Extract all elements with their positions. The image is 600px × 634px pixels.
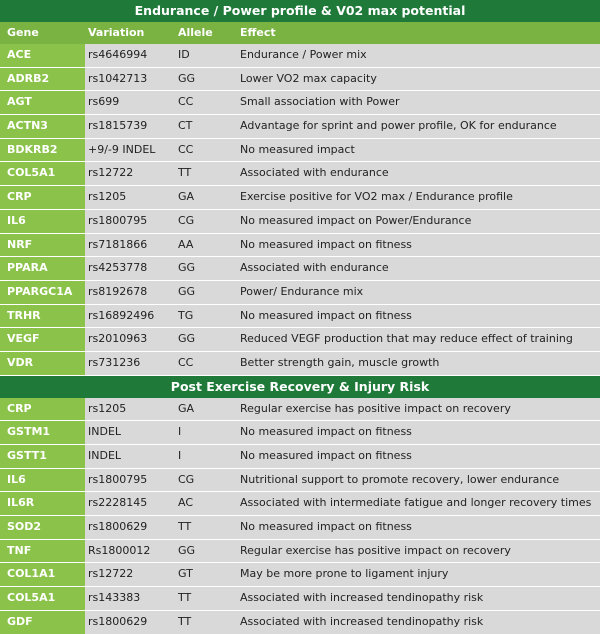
- effect-cell: Better strength gain, muscle growth: [236, 352, 600, 375]
- effect-cell: Regular exercise has positive impact on recovery: [236, 540, 600, 563]
- allele-cell: AC: [175, 492, 236, 515]
- allele-cell: CG: [175, 210, 236, 233]
- gene-cell: CRP: [0, 186, 85, 209]
- allele-cell: I: [175, 445, 236, 468]
- allele-cell: ID: [175, 44, 236, 67]
- gene-cell: GDF: [0, 611, 85, 634]
- variation-cell: +9/-9 INDEL: [85, 139, 175, 162]
- effect-cell: Associated with intermediate fatigue and longer recovery times: [236, 492, 600, 515]
- variation-cell: rs2010963: [85, 328, 175, 351]
- effect-cell: No measured impact on fitness: [236, 445, 600, 468]
- table-row: [0, 351, 600, 375]
- allele-cell: CC: [175, 91, 236, 114]
- effect-cell: Endurance / Power mix: [236, 44, 600, 67]
- gene-cell: COL5A1: [0, 587, 85, 610]
- table-row: [0, 256, 600, 280]
- variation-cell: rs12722: [85, 162, 175, 185]
- table-row: [0, 562, 600, 586]
- header-variation: Variation: [88, 26, 145, 39]
- gene-cell: CRP: [0, 398, 85, 421]
- gene-cell: IL6R: [0, 492, 85, 515]
- gene-cell: VDR: [0, 352, 85, 375]
- allele-cell: CT: [175, 115, 236, 138]
- allele-cell: GG: [175, 540, 236, 563]
- table-row: [0, 209, 600, 233]
- effect-cell: Small association with Power: [236, 91, 600, 114]
- table-row: [0, 586, 600, 610]
- table-row: [0, 398, 600, 421]
- gene-cell: COL1A1: [0, 563, 85, 586]
- effect-cell: Power/ Endurance mix: [236, 281, 600, 304]
- gene-cell: GSTM1: [0, 421, 85, 444]
- gene-cell: IL6: [0, 469, 85, 492]
- variation-cell: rs731236: [85, 352, 175, 375]
- gene-cell: AGT: [0, 91, 85, 114]
- table-row: [0, 515, 600, 539]
- table-row: [0, 539, 600, 563]
- table-row: [0, 304, 600, 328]
- effect-cell: No measured impact on fitness: [236, 516, 600, 539]
- gene-cell: VEGF: [0, 328, 85, 351]
- allele-cell: I: [175, 421, 236, 444]
- allele-cell: GA: [175, 186, 236, 209]
- table-row: [0, 44, 600, 67]
- allele-cell: CG: [175, 469, 236, 492]
- allele-cell: GG: [175, 257, 236, 280]
- effect-cell: May be more prone to ligament injury: [236, 563, 600, 586]
- gene-cell: ADRB2: [0, 68, 85, 91]
- table-row: [0, 327, 600, 351]
- gene-cell: SOD2: [0, 516, 85, 539]
- table-row: [0, 90, 600, 114]
- table-header: [0, 22, 600, 44]
- variation-cell: rs143383: [85, 587, 175, 610]
- allele-cell: AA: [175, 234, 236, 257]
- variation-cell: INDEL: [85, 421, 175, 444]
- effect-cell: No measured impact on Power/Endurance: [236, 210, 600, 233]
- effect-cell: Advantage for sprint and power profile, OK for endurance: [236, 115, 600, 138]
- variation-cell: rs4646994: [85, 44, 175, 67]
- variation-cell: rs4253778: [85, 257, 175, 280]
- variation-cell: rs7181866: [85, 234, 175, 257]
- table-row: [0, 610, 600, 634]
- variation-cell: INDEL: [85, 445, 175, 468]
- variation-cell: rs1205: [85, 186, 175, 209]
- header-gene: Gene: [7, 26, 39, 39]
- gene-cell: BDKRB2: [0, 139, 85, 162]
- gene-cell: PPARGC1A: [0, 281, 85, 304]
- allele-cell: TT: [175, 611, 236, 634]
- effect-cell: Lower VO2 max capacity: [236, 68, 600, 91]
- table-row: [0, 468, 600, 492]
- effect-cell: Associated with increased tendinopathy risk: [236, 587, 600, 610]
- gene-cell: IL6: [0, 210, 85, 233]
- gene-cell: TRHR: [0, 305, 85, 328]
- table-row: [0, 233, 600, 257]
- effect-cell: Associated with endurance: [236, 257, 600, 280]
- table-row: [0, 161, 600, 185]
- effect-cell: No measured impact: [236, 139, 600, 162]
- effect-cell: Exercise positive for VO2 max / Endurance profile: [236, 186, 600, 209]
- variation-cell: rs1800629: [85, 611, 175, 634]
- section-title-endurance: Endurance / Power profile & V02 max potential: [0, 0, 600, 22]
- variation-cell: rs8192678: [85, 281, 175, 304]
- variation-cell: rs1800795: [85, 469, 175, 492]
- variation-cell: rs1800795: [85, 210, 175, 233]
- allele-cell: GG: [175, 328, 236, 351]
- gene-cell: PPARA: [0, 257, 85, 280]
- gene-cell: NRF: [0, 234, 85, 257]
- variation-cell: rs1042713: [85, 68, 175, 91]
- table-row: [0, 114, 600, 138]
- allele-cell: CC: [175, 139, 236, 162]
- variation-cell: rs1800629: [85, 516, 175, 539]
- allele-cell: CC: [175, 352, 236, 375]
- variation-cell: rs699: [85, 91, 175, 114]
- table-row: [0, 491, 600, 515]
- variation-cell: rs16892496: [85, 305, 175, 328]
- gene-cell: TNF: [0, 540, 85, 563]
- table-row: [0, 280, 600, 304]
- effect-cell: Associated with increased tendinopathy risk: [236, 611, 600, 634]
- header-effect: Effect: [240, 26, 276, 39]
- variation-cell: rs12722: [85, 563, 175, 586]
- effect-cell: Reduced VEGF production that may reduce effect of training: [236, 328, 600, 351]
- gene-cell: GSTT1: [0, 445, 85, 468]
- gene-cell: COL5A1: [0, 162, 85, 185]
- allele-cell: TT: [175, 516, 236, 539]
- effect-cell: Nutritional support to promote recovery, lower endurance: [236, 469, 600, 492]
- recovery-rows: [0, 398, 600, 634]
- gene-cell: ACTN3: [0, 115, 85, 138]
- effect-cell: Regular exercise has positive impact on recovery: [236, 398, 600, 421]
- allele-cell: GG: [175, 68, 236, 91]
- endurance-rows: [0, 44, 600, 375]
- effect-cell: Associated with endurance: [236, 162, 600, 185]
- effect-cell: No measured impact on fitness: [236, 305, 600, 328]
- table-row: [0, 138, 600, 162]
- allele-cell: GA: [175, 398, 236, 421]
- variation-cell: rs1205: [85, 398, 175, 421]
- gene-cell: ACE: [0, 44, 85, 67]
- allele-cell: TG: [175, 305, 236, 328]
- table-row: [0, 420, 600, 444]
- allele-cell: GT: [175, 563, 236, 586]
- table-row: [0, 185, 600, 209]
- allele-cell: TT: [175, 587, 236, 610]
- allele-cell: GG: [175, 281, 236, 304]
- header-allele: Allele: [178, 26, 213, 39]
- variation-cell: rs2228145: [85, 492, 175, 515]
- section-title-recovery: Post Exercise Recovery & Injury Risk: [0, 375, 600, 398]
- variation-cell: Rs1800012: [85, 540, 175, 563]
- effect-cell: No measured impact on fitness: [236, 234, 600, 257]
- table-row: [0, 67, 600, 91]
- allele-cell: TT: [175, 162, 236, 185]
- table-row: [0, 444, 600, 468]
- variation-cell: rs1815739: [85, 115, 175, 138]
- effect-cell: No measured impact on fitness: [236, 421, 600, 444]
